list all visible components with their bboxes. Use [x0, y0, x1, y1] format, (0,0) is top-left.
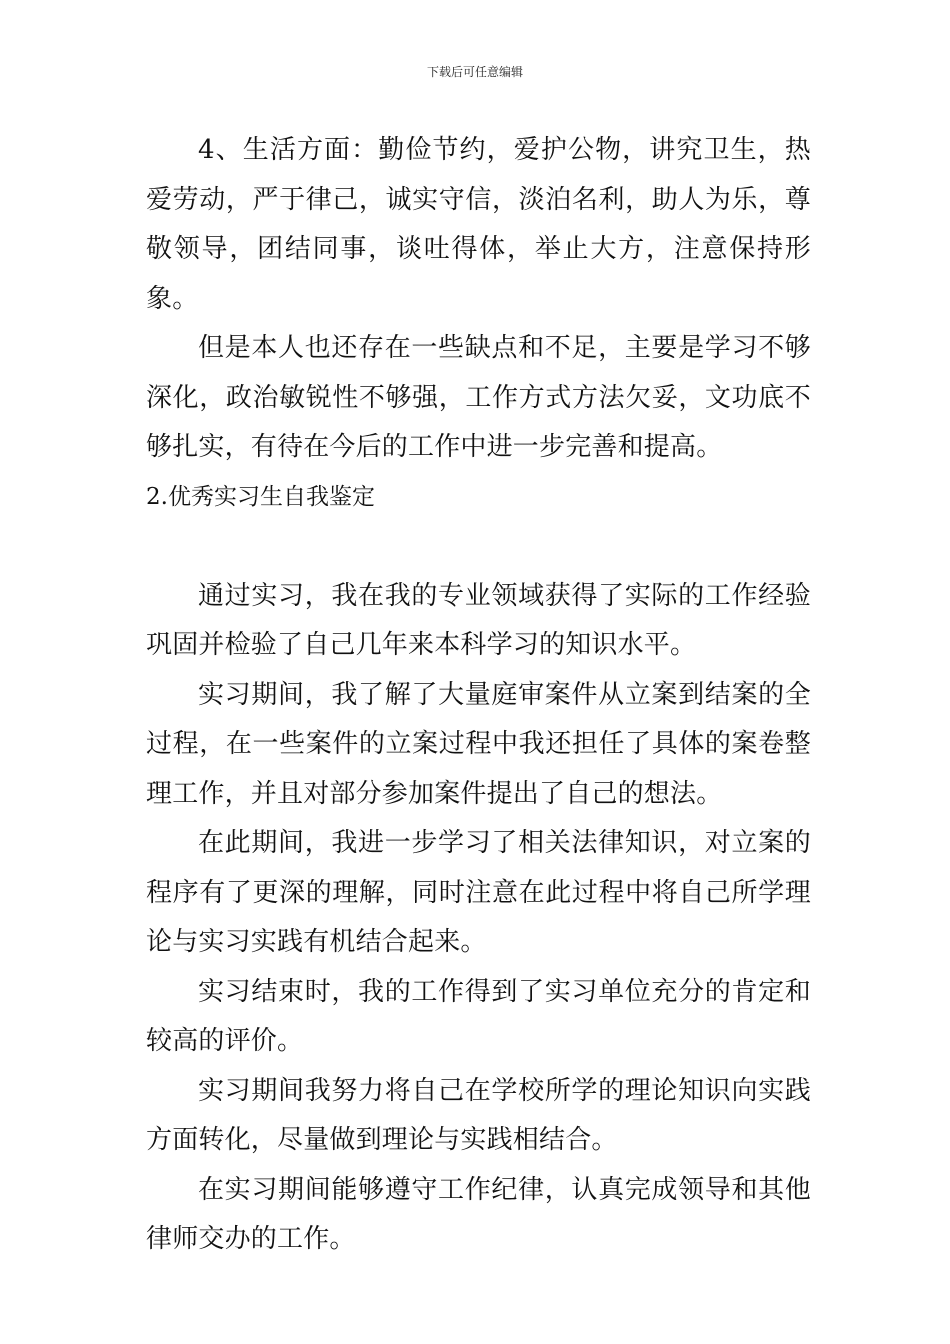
paragraph-internship-experience: 通过实习，我在我的专业领域获得了实际的工作经验巩固并检验了自己几年来本科学习的知识水平。	[146, 580, 811, 660]
paragraph-discipline: 在实习期间能够遵守工作纪律，认真完成领导和其他律师交办的工作。	[146, 1174, 811, 1254]
paragraph-shortcomings: 但是本人也还存在一些缺点和不足，主要是学习不够深化，政治敏锐性不够强，工作方式方法欠妥，文功底不够扎实，有待在今后的工作中进一步完善和提高。	[146, 333, 811, 462]
blank-line	[146, 522, 811, 572]
section-heading: 2.优秀实习生自我鉴定	[146, 483, 375, 510]
document-body	[146, 126, 811, 1265]
paragraph-legal-knowledge: 在此期间，我进一步学习了相关法律知识，对立案的程序有了更深的理解，同时注意在此过程中将自己所学理论与实习实践有机结合起来。	[146, 828, 811, 957]
paragraph-evaluation: 实习结束时，我的工作得到了实习单位充分的肯定和较高的评价。	[146, 976, 811, 1056]
paragraph-life-aspect: 4、生活方面：勤俭节约，爱护公物，讲究卫生，热爱劳动，严于律己，诚实守信，淡泊名利，助人为乐，尊敬领导，团结同事，谈吐得体，举止大方，注意保持形象。	[146, 135, 811, 314]
paragraph-case-process: 实习期间，我了解了大量庭审案件从立案到结案的全过程，在一些案件的立案过程中我还担任了具体的案卷整理工作，并且对部分参加案件提出了自己的想法。	[146, 679, 811, 809]
paragraph-theory-practice: 实习期间我努力将自己在学校所学的理论知识向实践方面转化，尽量做到理论与实践相结合。	[146, 1075, 811, 1155]
header-note: 下载后可任意编辑	[426, 65, 523, 79]
